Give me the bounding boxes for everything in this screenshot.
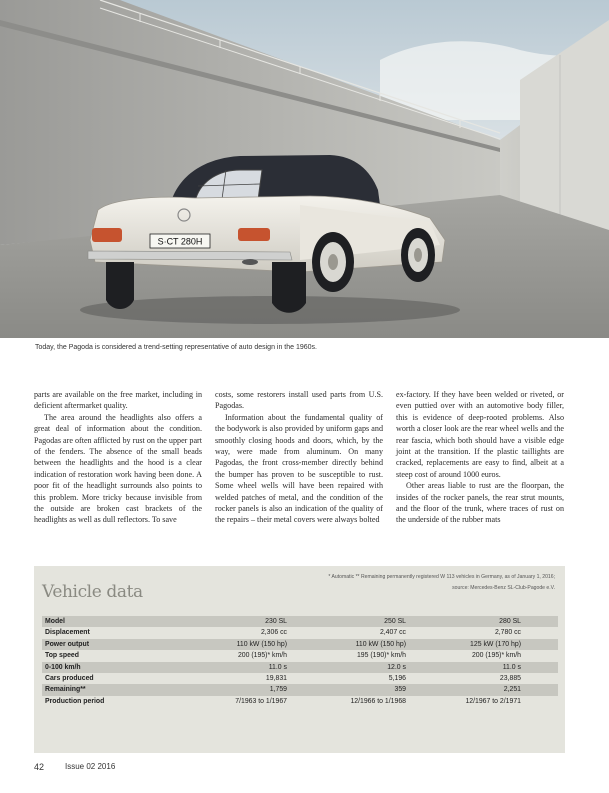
cell-280sl: 2,251 xyxy=(503,686,521,694)
cell-230sl: 11.0 s xyxy=(268,663,287,671)
paragraph: Information about the fundamental quality of the bodywork is also provided by uniform gaps and smoothly closing hoods and doors, which, by the way, were made from aluminum. On many Pagodas, the front cross-member directly behind the bumper has proven to be susceptible to rust. Some wheel wells will have been repaired with welded patches of metal, and the condition of the rocker panels is also an indication of the quality of the repairs – their metal covers were always bolted xyxy=(215,412,383,525)
cell-280sl: 12/1967 to 2/1971 xyxy=(465,697,521,705)
cell-280sl: 200 (195)* km/h xyxy=(471,652,521,660)
pagoda-photo-illustration xyxy=(0,0,609,338)
paragraph: The area around the headlights also offers a great deal of information about the condition. Pagodas are often afflicted by rust on the upper part of the fenders. The absence of the small beads between the headlights and the hood is a clear indication of restoration work having been done. A poor fit of the headlight surrounds also points to this problem. More tricky because invisible from the outside are broken cast brackets of the headlights as well as dull reflectors. To save xyxy=(34,412,202,525)
cell-230sl: 230 SL xyxy=(265,618,287,625)
table-row xyxy=(42,662,558,673)
row-label: Cars produced xyxy=(45,674,94,682)
row-label: 0-100 km/h xyxy=(45,663,81,671)
row-label: Remaining** xyxy=(45,686,86,694)
paragraph: ex-factory. If they have been welded or riveted, or even puttied over with an automotive body filler, this is evidence of deep-rooted problems. Also worth a closer look are the rear wheel wells and the rear fascia, which both should have a visible edge joint at the transition. If the plastic taillights are cracked, replacements are easy to find, albeit at a steep cost of around 1000 euros. xyxy=(396,390,564,479)
photo-caption: Today, the Pagoda is considered a trend-setting representative of auto design in the 1960s. xyxy=(35,344,317,351)
cell-250sl: 5,196 xyxy=(388,674,406,682)
cell-230sl: 7/1963 to 1/1967 xyxy=(235,697,287,705)
table-row xyxy=(42,684,558,695)
cell-250sl: 12.0 s xyxy=(387,663,406,671)
cell-280sl: 125 kW (170 hp) xyxy=(470,640,521,648)
vehicle-data-title: Vehicle data xyxy=(42,582,143,602)
cell-280sl: 23,885 xyxy=(499,674,521,682)
table-row xyxy=(42,627,558,638)
row-label: Production period xyxy=(45,697,105,705)
table-row xyxy=(42,616,558,627)
table-row xyxy=(42,650,558,661)
vehicle-data-box xyxy=(34,566,565,753)
cell-250sl: 195 (190)* km/h xyxy=(356,652,406,660)
article-column-3 xyxy=(396,389,564,526)
cell-250sl: 250 SL xyxy=(384,618,406,625)
cell-230sl: 2,306 cc xyxy=(260,629,287,637)
row-label: Displacement xyxy=(45,629,90,637)
table-row xyxy=(42,639,558,650)
footnote-line-2: source: Mercedes-Benz SL-Club-Pagode e.V. xyxy=(452,585,555,591)
row-label: Power output xyxy=(45,640,90,648)
row-label: Model xyxy=(45,618,65,625)
cell-230sl: 200 (195)* km/h xyxy=(237,652,287,660)
paragraph: costs, some restorers install used parts from U.S. Pagodas. xyxy=(215,390,383,411)
cell-230sl: 1,759 xyxy=(269,686,287,694)
cell-250sl: 12/1966 to 1/1968 xyxy=(350,697,406,705)
paragraph: parts are available on the free market, including in deficient aftermarket quality. xyxy=(34,390,202,411)
table-row xyxy=(42,673,558,684)
article-column-1 xyxy=(34,389,202,526)
license-plate-text: S·CT 280H xyxy=(157,236,203,247)
footnote-line-1: * Automatic ** Remaining permanently registered W 113 vehicles in Germany, as of January 1, 2016; xyxy=(328,574,555,580)
vehicle-data-table xyxy=(42,616,558,707)
cell-280sl: 11.0 s xyxy=(502,663,521,671)
cell-230sl: 110 kW (150 hp) xyxy=(236,640,287,648)
paragraph: Other areas liable to rust are the floorpan, the insides of the rocker panels, the rear strut mounts, and the floor of the trunk, where traces of rust on the underside of the rubber mats xyxy=(396,481,564,525)
article-column-2 xyxy=(215,389,383,526)
cell-280sl: 280 SL xyxy=(499,618,521,625)
row-label: Top speed xyxy=(45,652,79,660)
car-photo xyxy=(0,0,609,338)
cell-250sl: 2,407 cc xyxy=(379,629,406,637)
issue-label: Issue 02 2016 xyxy=(65,762,116,771)
cell-230sl: 19,831 xyxy=(265,674,287,682)
table-row xyxy=(42,696,558,707)
cell-250sl: 359 xyxy=(394,686,406,694)
cell-280sl: 2,780 cc xyxy=(494,629,521,637)
cell-250sl: 110 kW (150 hp) xyxy=(355,640,406,648)
page-number: 42 xyxy=(34,762,45,772)
